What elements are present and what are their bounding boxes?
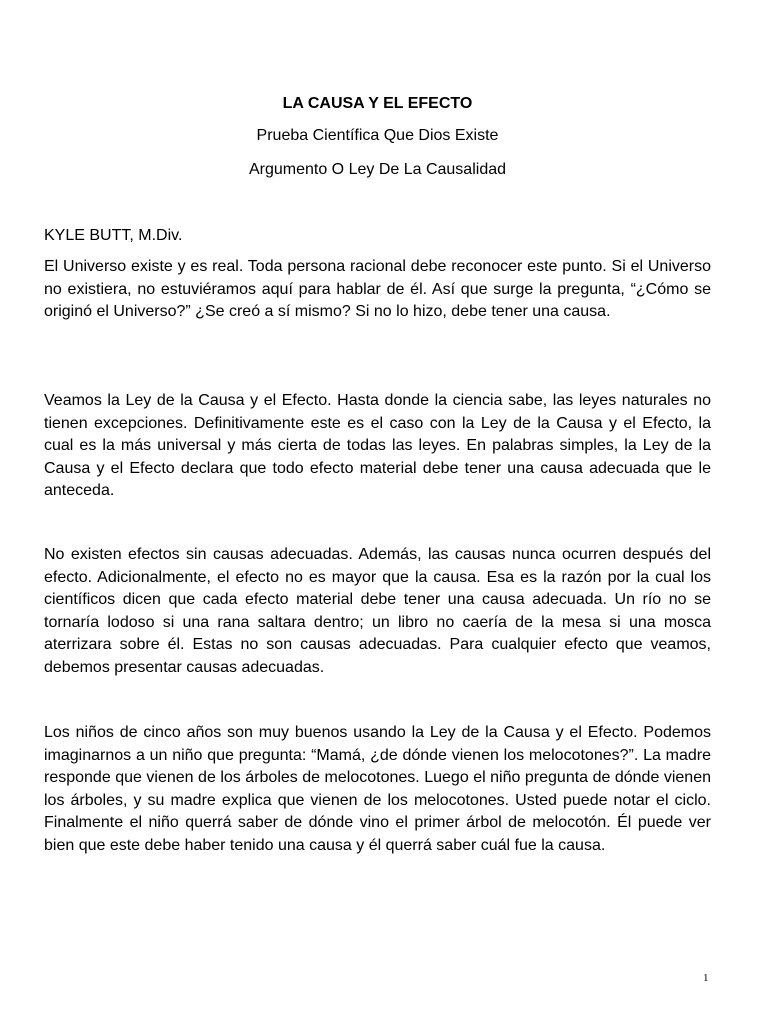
document-subtitle-secondary: Argumento O Ley De La Causalidad <box>248 161 507 178</box>
document-subtitle: Prueba Científica Que Dios Existe <box>256 127 499 144</box>
paragraph: No existen efectos sin causas adecuadas. Además, las causas nunca ocurren después del efecto. Adicionalmente, el efecto no es mayor que la causa. Esa es la razón por la cual los científicos dicen que cada efecto material debe tener una causa adecuada. Un río no se tornaría lodoso si una rana saltara dentro; un libro no caería de la mesa si una mosca aterrizara sobre él. Estas no son causas adecuadas. Para cualquier efecto que veamos, debemos presentar causas adecuadas. <box>44 546 711 676</box>
paragraph: El Universo existe y es real. Toda persona racional debe reconocer este punto. Si el Universo no existiera, no estuviéramos aquí para hablar de él. Así que surge la pregunta, “¿Cómo se originó el Universo?” ¿Se creó a sí mismo? Si no lo hizo, debe tener una causa. <box>44 258 711 320</box>
page-number: 1 <box>703 972 709 984</box>
paragraph: Veamos la Ley de la Causa y el Efecto. Hasta donde la ciencia sabe, las leyes naturales no tienen excepciones. Definitivamente este es el caso con la Ley de la Causa y el Efecto, la cual es la más universal y más cierta de todas las leyes. En palabras simples, la Ley de la Causa y el Efecto declara que todo efecto material debe tener una causa adecuada que le anteceda. <box>44 392 711 499</box>
paragraph: Los niños de cinco años son muy buenos usando la Ley de la Causa y el Efecto. Podemos imaginarnos a un niño que pregunta: “Mamá, ¿de dónde vienen los melocotones?”. La madre responde que vienen de los árboles de melocotones. Luego el niño pregunta de dónde vienen los árboles, y su madre explica que vienen de los melocotones. Usted puede notar el ciclo. Finalmente el niño querrá saber de dónde vino el primer árbol de melocotón. Él puede ver bien que este debe haber tenido una causa y él querrá saber cuál fue la causa. <box>44 724 711 854</box>
document-title: LA CAUSA Y EL EFECTO <box>282 95 473 112</box>
author-line: KYLE BUTT, M.Div. <box>44 227 183 244</box>
